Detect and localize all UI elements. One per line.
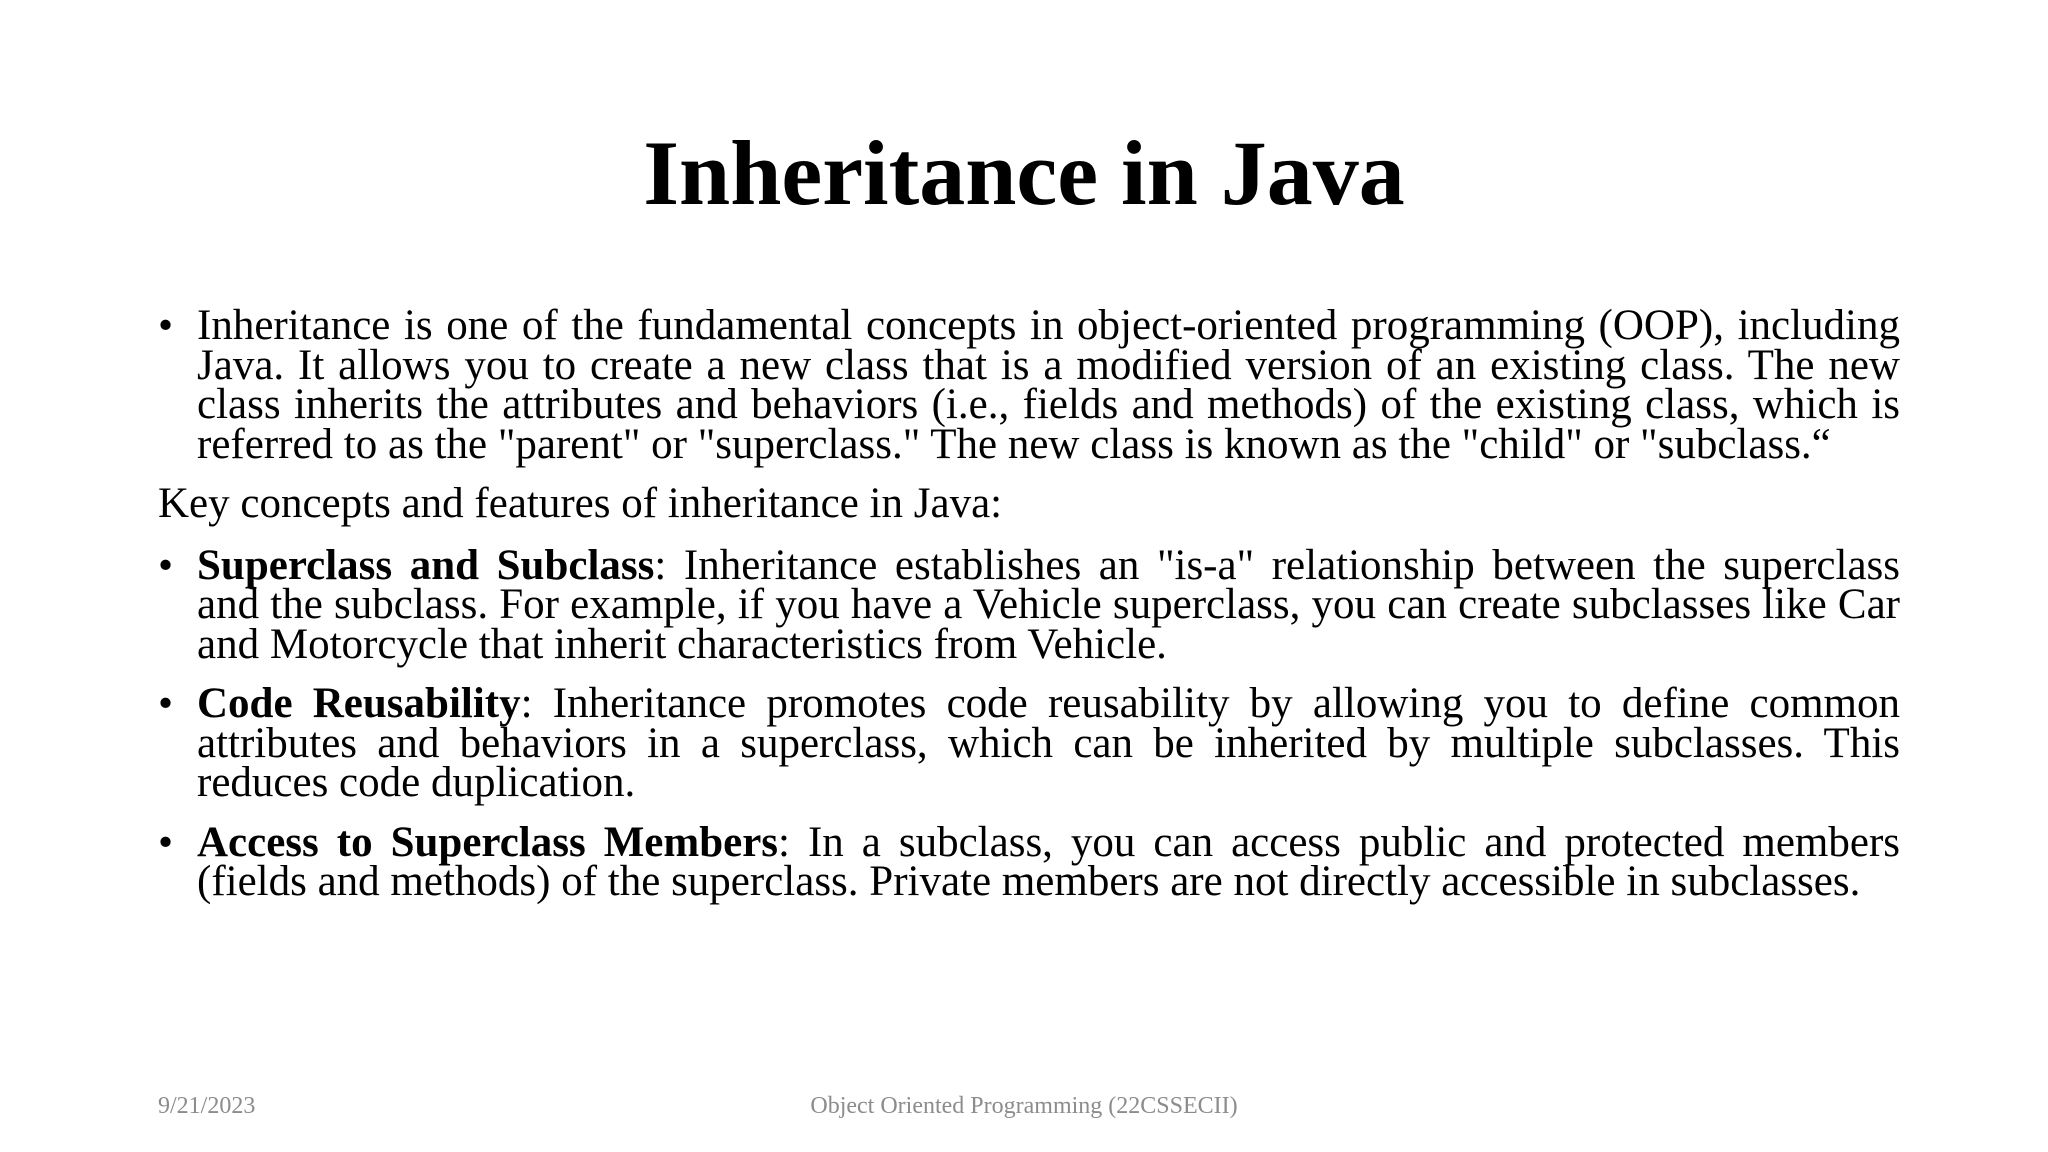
slide-title: Inheritance in Java — [643, 122, 1405, 224]
bullet-text: : Inheritance establishes an "is-a" relationship between the superclass and the subclass. For example, if you have a Vehicle superclass, you can create subclasses like Car and Motorcycle that inherit characteristics from Vehicle. — [197, 541, 1900, 668]
bullet-text: : Inheritance promotes code reusability by allowing you to define common attributes and behaviors in a superclass, which can be inherited by multiple subclasses. This reduces code duplication. — [197, 680, 1900, 806]
bullet-code-reusability — [158, 680, 1900, 806]
footer-course: Object Oriented Programming (22CSSECII) — [810, 1093, 1238, 1119]
footer-date: 9/21/2023 — [158, 1093, 256, 1119]
intro-bullet: • Inheritance is one of the fundamental concepts in object-oriented programming (OOP), including Java. It allows you to create a new class that is a modified version of an existing class. The new class inherits the attributes and behaviors (i.e., fields and methods) of the existing class, which is referred to as the "parent" or "superclass." The new class is known as the "child" or "subclass.“ — [158, 306, 1900, 464]
bullet-term: Superclass and Subclass — [197, 541, 655, 589]
bullet-term: Code Reusability — [197, 680, 521, 727]
bullet-term: Access to Superclass Members — [197, 818, 779, 866]
bullet-superclass-subclass — [158, 541, 1900, 668]
bullet-access-superclass-members — [158, 818, 1900, 905]
key-concepts-heading: Key concepts and features of inheritance in Java: — [158, 480, 1003, 527]
bullet-text: : In a subclass, you can access public and protected members (fields and methods) of the superclass. Private members are not directly accessible in subclasses. — [197, 818, 1900, 905]
slide-content — [158, 302, 1900, 922]
